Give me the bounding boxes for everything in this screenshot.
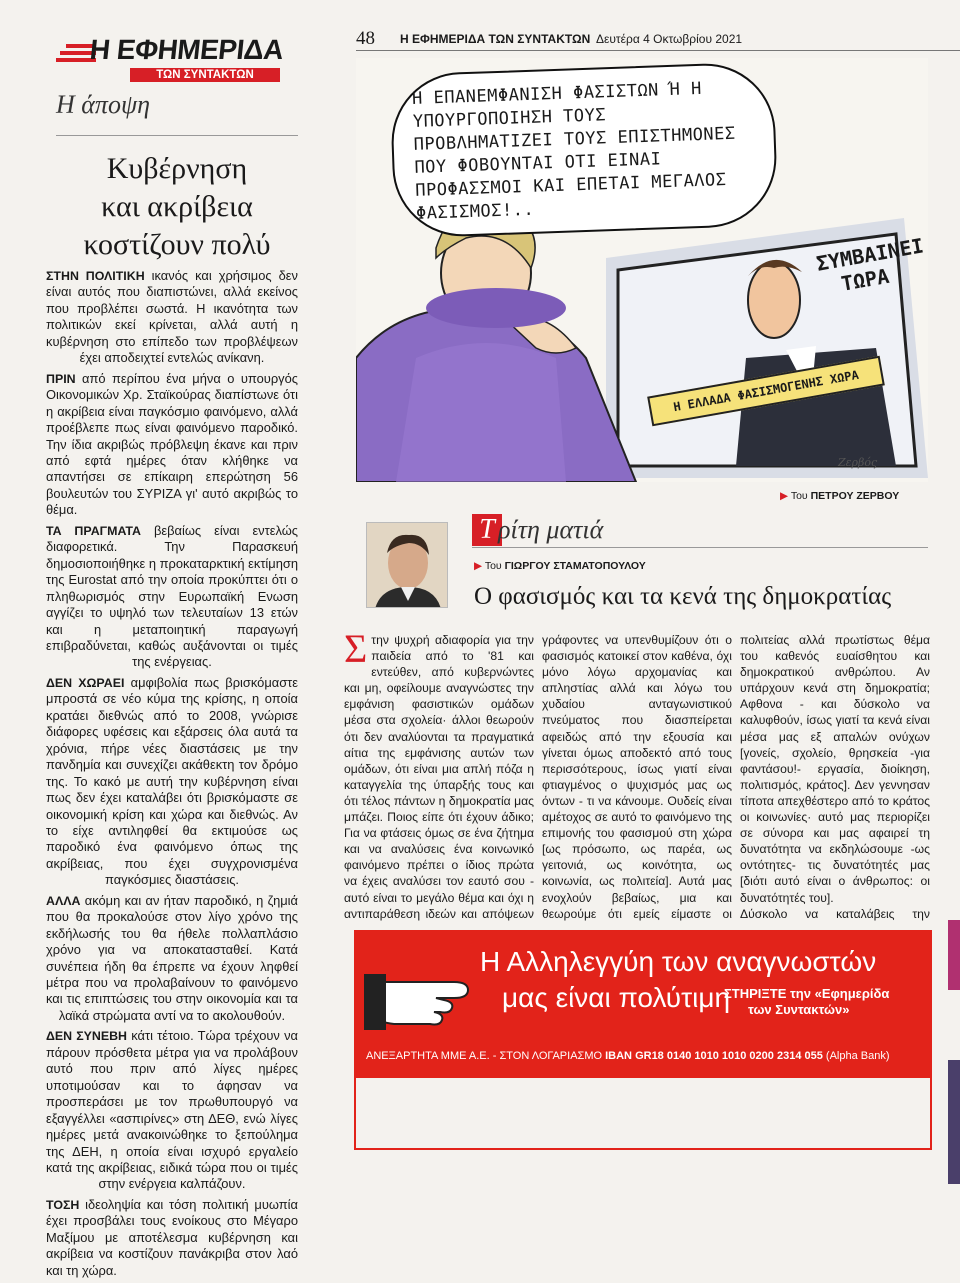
ad-cta[interactable] <box>724 986 889 1018</box>
ad-cta-line-1: ΣΤΗΡΙΞΤΕ την «Εφημερίδα <box>724 986 890 1001</box>
editorial-body <box>46 268 298 1283</box>
paragraph-lead: ΤΑ ΠΡΑΓΜΑΤΑ <box>46 523 141 538</box>
page-edge <box>948 1060 960 1184</box>
paragraph-text: ιδεοληψία και τόση πολιτική μυωπία έχει προσβάλει τους ενοίκους στο Μέγαρο Μαξίμου με αποτέλεσμα κυβέρνηση και ακρίβεια να κοστίζουν πανάκριβα στον λαό και τη χώρα. <box>46 1196 298 1278</box>
solidarity-ad[interactable] <box>354 930 932 1150</box>
ad-headline-1: Η Αλληλεγγύη των αναγνωστών <box>480 946 877 977</box>
column-text: γράφοντες να υπενθυμίζουν ότι ο φασισμός κατοικεί στον καθένα, όχι μόνο λόγω αρχομανίας και απληστίας αλλά και λόγω του χυδαίου ανταγωνιστικού πνεύματος που διασπείρεται αφειδώς από την εξουσία και γίνεται όμως αποδεκτό από τους περισσότερους, ίσως γιατί είναι φτιαγμένος ο ψυχισμός μας ως όντων - τι να κάνουμε. Ουδείς είναι αμέτοχος σε αυτό το φαινόμενο της επιμονής του φασισμού στη χώρα [ως πρόσωπο, ως παρέα, ως γειτονιά, ως κοινότητα, ως κοινωνία, ως πολιτεία]. Αυτά μας ενοχλούν βεβαίως, μια και θεωρούμε ότι εμείς είμαστε οι <box>542 633 732 921</box>
cartoon-credit <box>780 490 899 502</box>
speech-bubble: Η ΕΠΑΝΕΜΦΑΝΙΣΗ ΦΑΣΙΣΤΩΝ Ή Η ΥΠΟΥΡΓΟΠΟΙΗΣΗ ΤΟΥΣ ΠΡΟΒΛΗΜΑΤΙΖΕΙ ΤΟΥΣ ΕΠΙΣΤΗΜΟΝΕΣ ΠΟΥ ΦΟΒΟΥΝΤΑΙ ΟΤΙ ΕΙΝΑΙ ΠΡΟΦΑΣΣΜΟΙ ΚΑΙ ΕΠΕΤΑΙ ΜΕΓΑΛΟΣ ΦΑΣΙΣΜΟΣ!.. <box>389 61 778 238</box>
author-photo <box>366 522 448 608</box>
editorial-paragraph <box>46 523 298 671</box>
editorial-paragraph <box>46 675 298 889</box>
column-section-label <box>472 514 928 548</box>
caret-icon: ▶ <box>474 560 483 572</box>
paper-name: Η ΕΦΗΜΕΡΙΔΑ ΤΩΝ ΣΥΝΤΑΚΤΩΝ <box>400 32 591 46</box>
ad-headline-2: μας είναι πολύτιμη <box>502 982 731 1013</box>
author-prefix: Του <box>484 560 505 572</box>
iban-number: GR18 0140 1010 1010 0200 2314 055 <box>635 1050 823 1062</box>
page-edge-accent <box>948 920 960 990</box>
editorial-paragraph <box>46 1028 298 1193</box>
masthead-logo <box>56 34 292 94</box>
iban-label: IBAN <box>605 1050 632 1062</box>
account-text: ΑΝΕΞΑΡΤΗΤΑ ΜΜΕ Α.Ε. - ΣΤΟΝ ΛΟΓΑΡΙΑΣΜΟ <box>366 1050 603 1062</box>
cartoonist-signature: Ζερβός <box>838 456 878 469</box>
column-title: Ο φασισμός και τα κενά της δημοκρατίας <box>474 583 892 610</box>
editorial-title-line-2: και ακρίβεια <box>101 190 253 223</box>
cartoon <box>356 58 928 482</box>
masthead-subtitle: ΤΩΝ ΣΥΝΤΑΚΤΩΝ <box>130 68 280 82</box>
editorial-paragraph <box>46 1197 298 1279</box>
paragraph-text: ακόμη και αν ήταν παροδικό, η ζημιά που θα προκαλούσε στον λίγο χρόνο της εκδήλωσής του θα ήθελε πολλαπλάσιο χρόνο για να αποκατασταθεί. Κατά συνέπεια ήδη θα έπρεπε να έχουν ληφθεί μέτρα που να προλαβαίνουν το φαινόμενο και τις επιπτώσεις του στην οικονομία και τα λαϊκά στρώματα αντί να το ακολουθούν. <box>46 892 298 1023</box>
editorial-title <box>56 150 298 264</box>
editorial-title-line-1: Κυβέρνηση <box>106 152 248 185</box>
credit-name: ΠΕΤΡΟΥ ΖΕΡΒΟΥ <box>810 490 900 502</box>
paragraph-lead: ΔΕΝ ΧΩΡΑΕΙ <box>46 675 125 690</box>
drop-cap: Σ <box>344 632 368 671</box>
column-body-2 <box>542 632 732 924</box>
tv-banner: Η ΕΛΛΑΔΑ ΦΑΣΙΣΜΟΓΕΝΗΣ ΧΩΡΑ <box>647 356 885 427</box>
section-rest: ρίτη ματιά <box>498 515 604 544</box>
column-body-1 <box>344 632 534 924</box>
editorial-paragraph <box>46 893 298 1025</box>
editorial-title-line-3: κοστίζουν πολύ <box>83 228 271 261</box>
editorial-paragraph <box>46 268 298 367</box>
tv-caption: ΣΥΜΒΑΙΝΕΙ ΤΩΡΑ <box>814 233 926 296</box>
section-initial: Τ <box>472 514 502 546</box>
page-header <box>356 28 960 50</box>
credit-prefix: Του <box>790 490 811 502</box>
paragraph-text: βεβαίως είναι εντελώς διαφορετικά. Την Παρασκευή δημοσιοποιήθηκε η προκαταρκτική εκτίμηση της Eurostat από την οποία προκύπτει ότι ο πληθωρισμός στην Ευρωπαϊκή Ενωση αγγίζει το υψηλό των τελευταίων 13 ετών και η μεταποιητική παραγωγή επιβραδύνεται, καθώς αυξάνονται οι τιμές της ενέργειας. <box>46 522 298 670</box>
paragraph-lead: ΣΤΗΝ ΠΟΛΙΤΙΚΗ <box>46 269 145 283</box>
editorial-paragraph <box>46 371 298 519</box>
issue-date: Δευτέρα 4 Οκτωβρίου 2021 <box>596 32 743 46</box>
column-text: πολιτείας αλλά πρωτίστως θέμα του καθενός ευαίσθητου και δημοκρατικού ανθρώπου. Αν υπάρχουν κενά στη δημοκρατία; Αφθονα - και δύσκολο να καλυφθούν, ίσως γιατί τα κενά είναι μέσα μας εξ απαλών ονύχων [γονείς, σχολείο, θρησκεία -για φαντάσου!- εργασία, διοίκηση, πολιτισμός, κράτος]. Δεν γεννησαν τίποτα απεχθέστερο από το κράτος οι κοινωνίες· αυτό μας περιορίζει σε σύνορα και μας αφαιρεί τη δυνατότητα να εκδηλώσουμε -ως οντότητες- τις δυνατότητές μας [διότι αυτό είναι ο άνθρωπος: οι δυνατότητές του]. Δύσκολο να καταλάβεις την <box>740 633 930 921</box>
section-rule <box>56 135 298 136</box>
header-rule <box>356 50 960 51</box>
masthead-title: Η ΕΦΗΜΕΡΙΔΑ <box>88 34 285 65</box>
paragraph-text: ικανός και χρήσιμος δεν είναι αυτός που διαπιστώνει, αλλά εκείνος που προβλέπει σωστά. Η ικανότητα των πολιτικών εκεί κρίνεται, αλλά αυτή η κυβέρνηση στο επίπεδο των προβλέψεων έχει αποδειχτεί εντελώς ανίκανη. <box>46 268 298 366</box>
column-body-3 <box>740 632 930 924</box>
column-text: την ψυχρή αδιαφορία για την παιδεία από το '81 και εντεύθεν, από κυβερνώντες και μη, οφείλουμε αναγνώστες την εμφάνιση φασιστικών ομάδων μέσα στα σχολεία· άλλοι θεωρούν ότι δεν αναλύονται τα πραγματικά αίτια της εμφάνισης αυτών των ομάδων, ότι είναι μια απλή πόζα η καταγγελία της ύπαρξής τους και ότι τέλος πάντων η δημοκρατία μας μπάζει. Ποιος είπε ότι έχουν άδικο; Για να φτάσεις όμως σε ένα ζήτημα και να αναλύσεις ένα κοινωνικό φαινόμενο πρέπει ο ίδιος πρώτα να έχεις αναλύσει τον εαυτό σου - αυτό είναι το μεγάλο θέμα και όχι η αντιπαράθεση ιδεών και απόψεων <box>344 633 534 921</box>
paragraph-text: αμφιβολία πως βρισκόμαστε μπροστά σε νέο κύμα της κρίσης, η οποία κρατάει διεθνώς από το 2008, γνώρισε διάφορες υφέσεις και εξάρσεις όλα αυτά τα χρόνια, πήρε νέες διαστάσεις με την πανδημία και συνεχίζει ακάθεκτη τον δρόμο της. Το κακό με αυτή την κυβέρνηση είναι πως δεν έχει καταλάβει ότι βρισκόμαστε σε οικονομική κρίση και χώρα και διεθνώς. Αν το είχε αντιληφθεί θα εκτιμούσε ως παροδικό ένα φαινόμενο όπως της ακρίβειας, που έχει συγχρονισμένα παγκόσμιες διαστάσεις. <box>46 674 299 888</box>
caret-icon: ▶ <box>780 490 789 502</box>
ad-cta-line-2: των Συντακτών» <box>748 1002 850 1017</box>
bank-name: (Alpha Bank) <box>825 1050 890 1062</box>
author-name: ΓΙΩΡΓΟΥ ΣΤΑΜΑΤΟΠΟΥΛΟΥ <box>504 560 646 572</box>
paragraph-lead: ΠΡΙΝ <box>46 371 76 386</box>
paragraph-text: κάτι τέτοιο. Τώρα τρέχουν να πάρουν πρόσθετα μέτρα για να προλάβουν αυτό που πριν από λίγες ημέρες υποτιμούσαν και το άφησαν να προσπεράσει με τον πρωθυπουργό να εξαγγέλλει «ασπιρίνες» στη ΔΕΘ, ενώ λίγες ημέρες μετά ανακοινώθηκε το ξεπούλημα της ΔΕΗ, η οποία είναι ισχυρό εργαλείο κατά της ακρίβειας, ειδικά τώρα που οι τιμές στην ενέργεια καλπάζουν. <box>46 1028 298 1192</box>
section-label: Η άποψη <box>56 90 150 119</box>
ad-account-line <box>366 1050 890 1062</box>
section-rule <box>472 547 928 548</box>
paragraph-lead: ΔΕΝ ΣΥΝΕΒΗ <box>46 1029 128 1044</box>
page-number: 48 <box>356 28 375 49</box>
column-author <box>474 560 646 572</box>
paragraph-text: από περίπου ένα μήνα ο υπουργός Οικονομικών Χρ. Σταϊκούρας διαπίστωνε ότι η ακρίβεια είναι παγκόσμιο φαινόμενο, αλλά προέβλεπε πως είναι φαινόμενο παροδικό. Την ίδια ακριβώς πρόβλεψη έκανε και πριν από εφτά ημέρες όταν κλήθηκε να απαντήσει σε επίκαιρη επερώτηση 56 βουλευτών του ΣΥΡΙΖΑ γι' αυτό ακριβώς το θέμα. <box>46 370 298 518</box>
paragraph-lead: ΤΟΣΗ <box>46 1197 80 1212</box>
paragraph-lead: ΑΛΛΑ <box>46 893 81 908</box>
